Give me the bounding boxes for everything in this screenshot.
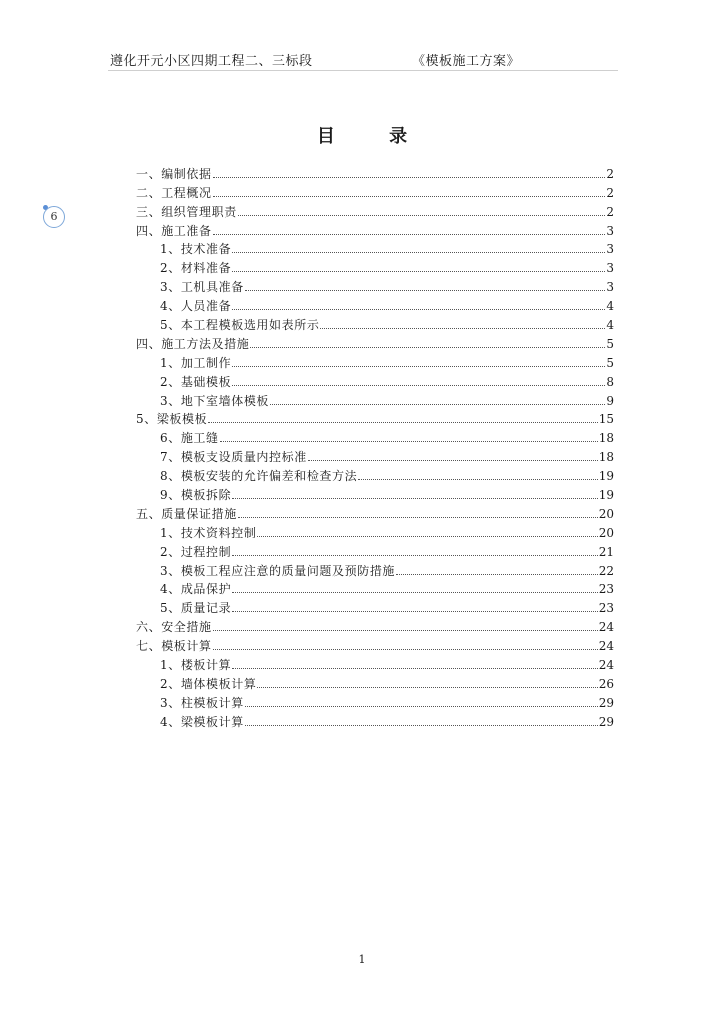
toc-dot-leader (245, 289, 606, 291)
toc-dot-leader (220, 440, 598, 442)
toc-entry[interactable] (136, 464, 614, 483)
toc-dot-leader (232, 497, 597, 499)
toc-dot-leader (320, 327, 605, 329)
toc-entry[interactable] (136, 408, 614, 427)
toc-entry-page: 23 (598, 601, 614, 616)
toc-entry[interactable] (136, 389, 614, 408)
toc-entry[interactable] (136, 615, 614, 634)
toc-entry-label: 5、本工程模板选用如表所示 (160, 318, 320, 333)
toc-entry-label: 3、工机具准备 (160, 280, 244, 295)
footer-page-number: 1 (358, 953, 366, 966)
toc-entry-page: 5 (606, 336, 614, 351)
toc-entry[interactable] (136, 634, 614, 653)
toc-entry-label: 1、楼板计算 (160, 658, 232, 673)
toc-entry[interactable] (136, 275, 614, 294)
toc-entry-label: 三、组织管理职责 (136, 204, 237, 219)
toc-entry-label: 8、模板安装的允许偏差和检查方法 (160, 469, 358, 484)
toc-entry[interactable] (136, 370, 614, 389)
toc-dot-leader (396, 573, 598, 575)
toc-entry-label: 3、柱模板计算 (160, 695, 244, 710)
toc-entry-page: 24 (598, 639, 614, 654)
toc-entry-label: 7、模板支设质量内控标准 (160, 450, 307, 465)
toc-entry-page: 15 (598, 412, 614, 427)
toc-dot-leader (213, 195, 606, 197)
toc-dot-leader (213, 233, 606, 235)
toc-entry[interactable] (136, 653, 614, 672)
toc-entry-label: 六、安全措施 (136, 620, 212, 635)
toc-entry-page: 19 (598, 469, 614, 484)
toc-entry-label: 3、地下室墙体模板 (160, 393, 270, 408)
toc-title: 目 录 (316, 126, 432, 147)
header-divider (108, 70, 618, 71)
toc-entry-label: 二、工程概况 (136, 185, 212, 200)
toc-entry[interactable] (136, 181, 614, 200)
toc-entry-label: 1、技术资料控制 (160, 525, 257, 540)
toc-entry[interactable] (136, 313, 614, 332)
toc-entry-page: 24 (598, 658, 614, 673)
toc-dot-leader (245, 724, 598, 726)
toc-entry[interactable] (136, 596, 614, 615)
toc-dot-leader (358, 478, 597, 480)
toc-entry-page: 4 (606, 299, 614, 314)
toc-entry-label: 4、人员准备 (160, 299, 232, 314)
toc-dot-leader (232, 251, 605, 253)
toc-dot-leader (213, 629, 598, 631)
toc-entry[interactable] (136, 502, 614, 521)
toc-entry-page: 9 (606, 393, 614, 408)
toc-dot-leader (232, 308, 605, 310)
toc-entry-label: 一、编制依据 (136, 166, 212, 181)
header-project-name: 遵化开元小区四期工程二、三标段 (110, 54, 313, 69)
toc-dot-leader (213, 176, 606, 178)
toc-entry-page: 24 (598, 620, 614, 635)
toc-entry[interactable] (136, 483, 614, 502)
toc-entry[interactable] (136, 559, 614, 578)
toc-entry-label: 9、模板拆除 (160, 488, 232, 503)
toc-entry-page: 26 (598, 676, 614, 691)
toc-entry-page: 3 (606, 223, 614, 238)
toc-dot-leader (257, 686, 597, 688)
toc-dot-leader (308, 459, 598, 461)
toc-entry-page: 18 (598, 431, 614, 446)
toc-entry-label: 七、模板计算 (136, 639, 212, 654)
toc-entry[interactable] (136, 426, 614, 445)
toc-entry[interactable] (136, 200, 614, 219)
toc-entry-label: 2、过程控制 (160, 544, 232, 559)
toc-entry-label: 2、基础模板 (160, 374, 232, 389)
toc-dot-leader (270, 403, 605, 405)
toc-entry[interactable] (136, 294, 614, 313)
toc-entry-label: 3、模板工程应注意的质量问题及预防措施 (160, 563, 396, 578)
toc-entry-label: 1、加工制作 (160, 355, 232, 370)
toc-dot-leader (250, 346, 605, 348)
toc-dot-leader (232, 384, 605, 386)
toc-dot-leader (213, 648, 598, 650)
toc-entry-page: 3 (606, 242, 614, 257)
toc-entry-label: 4、梁模板计算 (160, 714, 244, 729)
toc-entry[interactable] (136, 256, 614, 275)
toc-entry-page: 20 (598, 525, 614, 540)
toc-entry[interactable] (136, 162, 614, 181)
toc-entry-label: 2、墙体模板计算 (160, 676, 257, 691)
toc-entry[interactable] (136, 219, 614, 238)
toc-entry[interactable] (136, 672, 614, 691)
toc-dot-leader (208, 421, 597, 423)
header-document-title: 《模板施工方案》 (412, 54, 521, 69)
toc-entry-label: 4、成品保护 (160, 582, 232, 597)
toc-entry[interactable] (136, 710, 614, 729)
toc-entry-page: 5 (606, 355, 614, 370)
toc-entry-label: 6、施工缝 (160, 431, 219, 446)
toc-entry-page: 19 (598, 488, 614, 503)
toc-dot-leader (245, 705, 598, 707)
toc-entry[interactable] (136, 691, 614, 710)
toc-entry-page: 2 (606, 166, 614, 181)
toc-entry[interactable] (136, 332, 614, 351)
toc-entry-page: 3 (606, 280, 614, 295)
toc-dot-leader (238, 214, 606, 216)
toc-entry-label: 四、施工准备 (136, 223, 212, 238)
toc-entry[interactable] (136, 351, 614, 370)
toc-dot-leader (232, 365, 605, 367)
toc-entry-label: 2、材料准备 (160, 261, 232, 276)
toc-entry-page: 18 (598, 450, 614, 465)
toc-entry-label: 五、质量保证措施 (136, 506, 237, 521)
toc-entry[interactable] (136, 238, 614, 257)
toc-entry-label: 5、梁板模板 (136, 412, 208, 427)
toc-entry-label: 1、技术准备 (160, 242, 232, 257)
toc-entry[interactable] (136, 578, 614, 597)
toc-entry[interactable] (136, 540, 614, 559)
toc-dot-leader (232, 610, 597, 612)
page-badge[interactable]: 6 (43, 206, 65, 228)
toc-entry-label: 四、施工方法及措施 (136, 336, 250, 351)
toc-entry[interactable] (136, 445, 614, 464)
table-of-contents (136, 162, 614, 729)
toc-entry-page: 3 (606, 261, 614, 276)
toc-dot-leader (232, 554, 597, 556)
toc-dot-leader (238, 516, 598, 518)
toc-entry-page: 8 (606, 374, 614, 389)
toc-entry-page: 23 (598, 582, 614, 597)
toc-entry-page: 2 (606, 204, 614, 219)
toc-dot-leader (232, 667, 597, 669)
toc-entry-page: 20 (598, 506, 614, 521)
toc-dot-leader (257, 535, 597, 537)
toc-entry-page: 21 (598, 544, 614, 559)
toc-entry-page: 29 (598, 714, 614, 729)
toc-entry-page: 29 (598, 695, 614, 710)
toc-entry-page: 4 (606, 318, 614, 333)
toc-dot-leader (232, 591, 597, 593)
toc-entry-label: 5、质量记录 (160, 601, 232, 616)
toc-dot-leader (232, 270, 605, 272)
toc-entry[interactable] (136, 521, 614, 540)
toc-entry-page: 22 (598, 563, 614, 578)
toc-entry-page: 2 (606, 185, 614, 200)
